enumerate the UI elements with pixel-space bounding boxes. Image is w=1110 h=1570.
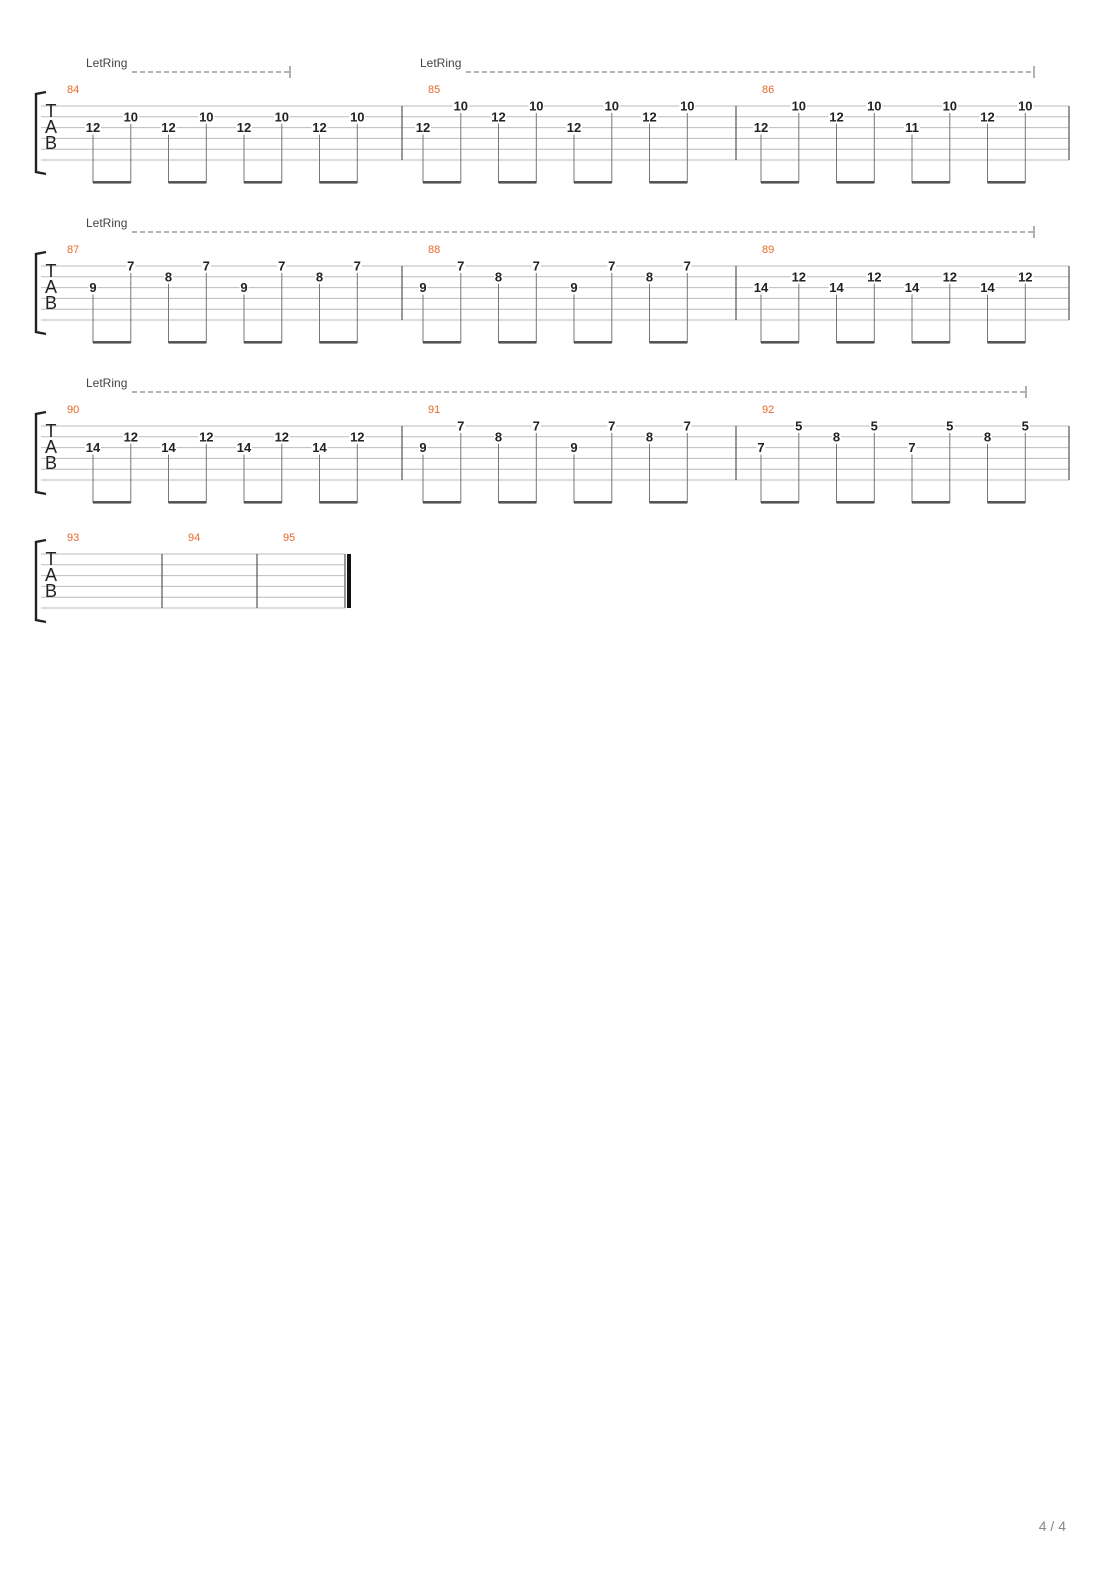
note-beam xyxy=(320,501,358,504)
tab-clef-letter: T xyxy=(45,421,57,441)
tab-clef-letter: B xyxy=(44,581,58,601)
note-beam xyxy=(169,181,207,184)
fret-number: 12 xyxy=(942,269,958,285)
measure-number: 90 xyxy=(67,404,80,416)
fret-number: 7 xyxy=(353,258,361,274)
fret-number: 8 xyxy=(164,269,173,285)
fret-number: 7 xyxy=(532,258,540,274)
fret-number: 10 xyxy=(274,109,290,125)
fret-number: 12 xyxy=(491,109,506,125)
fret-number: 9 xyxy=(89,280,97,296)
fret-number: 7 xyxy=(202,258,210,274)
tab-system xyxy=(36,376,1069,504)
fret-number: 12 xyxy=(415,120,431,136)
note-beam xyxy=(574,341,612,344)
tab-system xyxy=(36,216,1069,344)
note-beam xyxy=(169,341,207,344)
measure-number: 88 xyxy=(428,244,441,256)
note-beam xyxy=(988,501,1026,504)
fret-number: 8 xyxy=(494,269,503,285)
let-ring-label: LetRing xyxy=(86,376,128,390)
fret-number: 7 xyxy=(457,258,465,274)
fret-number: 7 xyxy=(457,418,465,434)
fret-number: 10 xyxy=(123,109,139,125)
tab-clef-letter: T xyxy=(45,261,57,281)
note-beam xyxy=(650,181,688,184)
note-beam xyxy=(837,501,875,504)
measure-number: 95 xyxy=(283,532,296,544)
tab-system xyxy=(36,532,351,622)
fret-number: 12 xyxy=(85,120,101,136)
measure-number: 89 xyxy=(762,244,775,256)
fret-number: 9 xyxy=(419,280,427,296)
note-beam xyxy=(761,341,799,344)
fret-number: 12 xyxy=(867,269,882,285)
fret-number: 7 xyxy=(127,258,135,274)
note-beam xyxy=(499,501,537,504)
note-beam xyxy=(93,341,131,344)
tab-clef-letter: T xyxy=(45,101,57,121)
let-ring-label: LetRing xyxy=(86,56,128,70)
note-beam xyxy=(423,501,461,504)
fret-number: 14 xyxy=(980,280,995,296)
fret-number: 10 xyxy=(1018,98,1033,114)
note-beam xyxy=(574,501,612,504)
fret-number: 12 xyxy=(350,429,365,445)
note-beam xyxy=(423,181,461,184)
measure-number: 86 xyxy=(762,84,775,96)
measure-number: 85 xyxy=(428,84,441,96)
note-beam xyxy=(912,501,950,504)
fret-number: 12 xyxy=(199,429,214,445)
tab-clef-letter: B xyxy=(44,453,58,473)
fret-number: 12 xyxy=(161,120,176,136)
fret-number: 10 xyxy=(529,98,544,114)
page-number: 4 / 4 xyxy=(1038,1518,1066,1534)
note-beam xyxy=(244,501,282,504)
fret-number: 12 xyxy=(312,120,327,136)
note-beam xyxy=(93,181,131,184)
fret-number: 10 xyxy=(350,109,365,125)
note-beam xyxy=(837,341,875,344)
fret-number: 14 xyxy=(161,440,176,456)
note-beam xyxy=(244,181,282,184)
fret-number: 12 xyxy=(753,120,769,136)
fret-number: 8 xyxy=(832,429,841,445)
fret-number: 7 xyxy=(608,258,616,274)
fret-number: 9 xyxy=(570,280,578,296)
note-beam xyxy=(93,501,131,504)
tab-clef-letter: A xyxy=(44,565,58,585)
note-beam xyxy=(837,181,875,184)
note-beam xyxy=(320,181,358,184)
fret-number: 7 xyxy=(683,418,691,434)
measure-number: 84 xyxy=(67,84,80,96)
fret-number: 10 xyxy=(942,98,958,114)
fret-number: 14 xyxy=(312,440,327,456)
note-beam xyxy=(912,341,950,344)
fret-number: 8 xyxy=(494,429,503,445)
note-beam xyxy=(499,341,537,344)
fret-number: 5 xyxy=(870,418,878,434)
fret-number: 12 xyxy=(236,120,252,136)
fret-number: 7 xyxy=(532,418,540,434)
fret-number: 12 xyxy=(566,120,582,136)
note-beam xyxy=(912,181,950,184)
fret-number: 12 xyxy=(1018,269,1033,285)
fret-number: 7 xyxy=(608,418,616,434)
measure-number: 94 xyxy=(188,532,201,544)
measure-number: 91 xyxy=(428,404,441,416)
fret-number: 8 xyxy=(645,269,654,285)
fret-number: 7 xyxy=(278,258,286,274)
note-beam xyxy=(650,341,688,344)
fret-number: 12 xyxy=(980,109,995,125)
tab-clef-letter: A xyxy=(44,437,58,457)
fret-number: 12 xyxy=(274,429,290,445)
fret-number: 14 xyxy=(829,280,844,296)
fret-number: 7 xyxy=(908,440,916,456)
note-beam xyxy=(574,181,612,184)
fret-number: 10 xyxy=(604,98,620,114)
fret-number: 12 xyxy=(791,269,807,285)
tab-clef-letter: A xyxy=(44,277,58,297)
fret-number: 5 xyxy=(946,418,954,434)
fret-number: 12 xyxy=(829,109,844,125)
fret-number: 14 xyxy=(753,280,769,296)
fret-number: 14 xyxy=(904,280,920,296)
fret-number: 5 xyxy=(795,418,803,434)
note-beam xyxy=(988,181,1026,184)
fret-number: 5 xyxy=(1021,418,1029,434)
fret-number: 9 xyxy=(570,440,578,456)
measure-number: 93 xyxy=(67,532,80,544)
note-beam xyxy=(988,341,1026,344)
tab-system xyxy=(36,56,1069,184)
let-ring-label: LetRing xyxy=(86,216,128,230)
fret-number: 7 xyxy=(757,440,765,456)
tab-clef-letter: T xyxy=(45,549,57,569)
fret-number: 8 xyxy=(983,429,992,445)
fret-number: 14 xyxy=(236,440,252,456)
fret-number: 14 xyxy=(85,440,101,456)
fret-number: 10 xyxy=(453,98,469,114)
note-beam xyxy=(761,181,799,184)
fret-number: 11 xyxy=(905,120,919,136)
fret-number: 9 xyxy=(240,280,248,296)
tab-clef-letter: B xyxy=(44,293,58,313)
fret-number: 7 xyxy=(683,258,691,274)
tab-clef-letter: A xyxy=(44,117,58,137)
note-beam xyxy=(499,181,537,184)
measure-number: 87 xyxy=(67,244,80,256)
measure-number: 92 xyxy=(762,404,775,416)
note-beam xyxy=(320,341,358,344)
fret-number: 8 xyxy=(315,269,324,285)
note-beam xyxy=(650,501,688,504)
tab-clef-letter: B xyxy=(44,133,58,153)
fret-number: 10 xyxy=(791,98,807,114)
note-beam xyxy=(761,501,799,504)
note-beam xyxy=(169,501,207,504)
note-beam xyxy=(423,341,461,344)
fret-number: 10 xyxy=(199,109,214,125)
note-beam xyxy=(244,341,282,344)
fret-number: 8 xyxy=(645,429,654,445)
fret-number: 10 xyxy=(867,98,882,114)
fret-number: 12 xyxy=(642,109,657,125)
fret-number: 10 xyxy=(680,98,695,114)
final-barline xyxy=(347,554,351,608)
fret-number: 12 xyxy=(123,429,139,445)
let-ring-label: LetRing xyxy=(420,56,462,70)
fret-number: 9 xyxy=(419,440,427,456)
